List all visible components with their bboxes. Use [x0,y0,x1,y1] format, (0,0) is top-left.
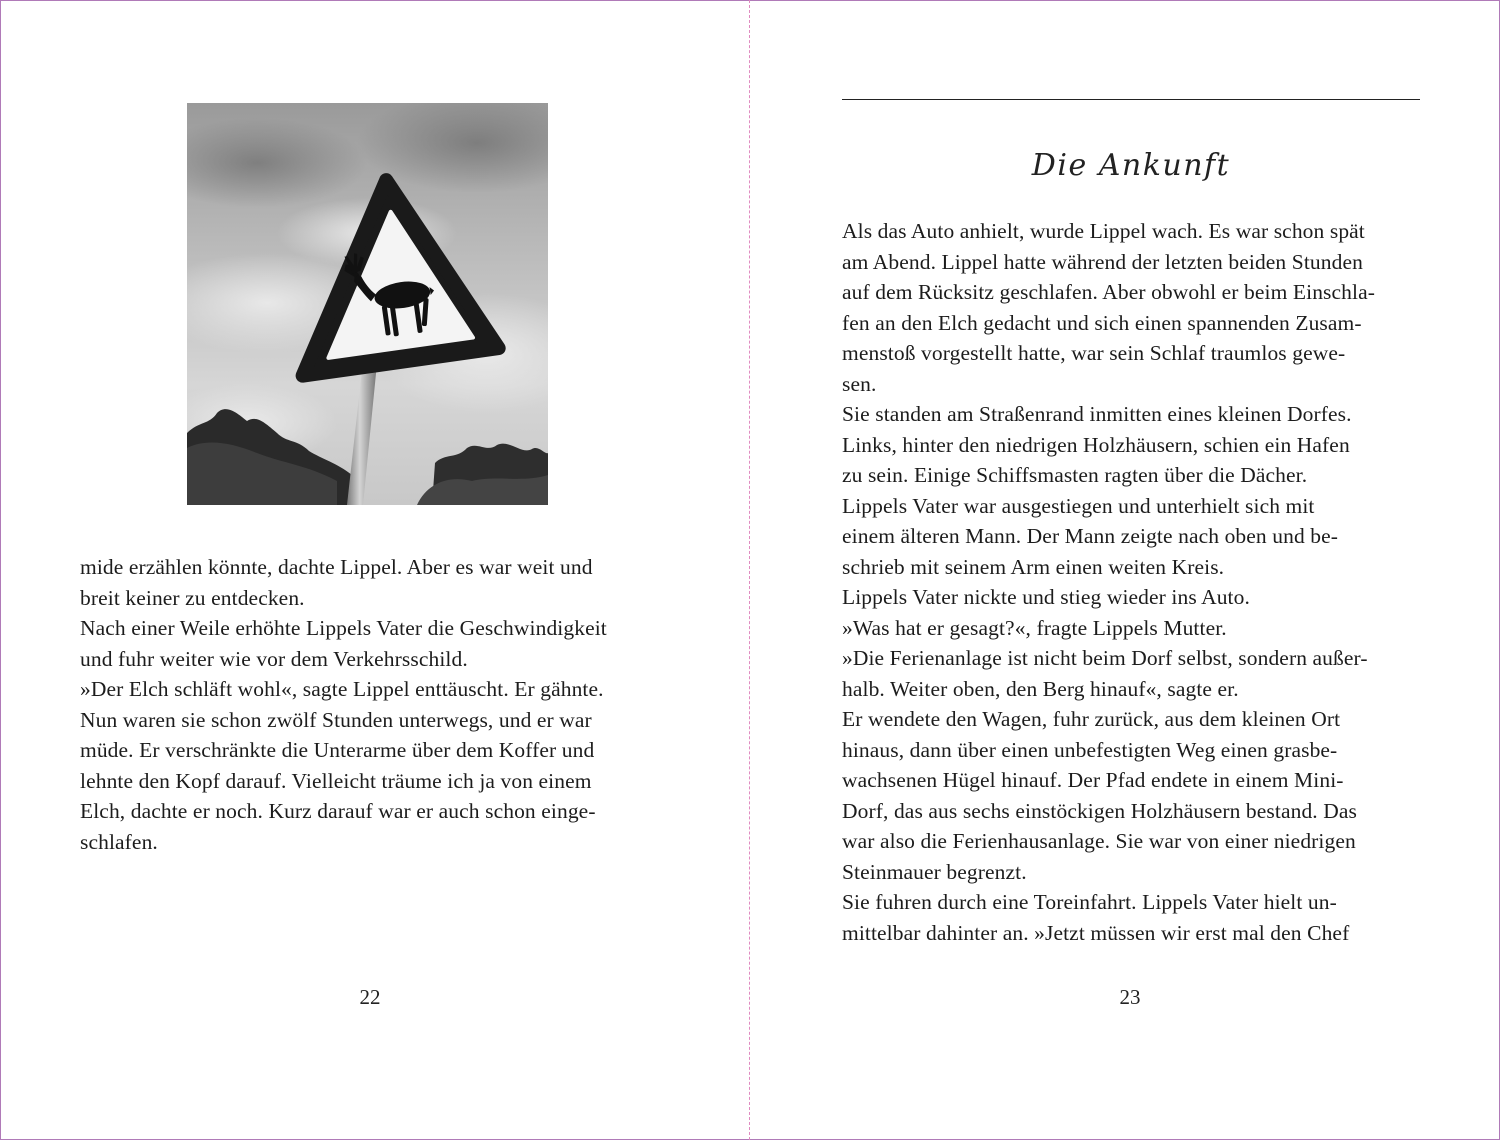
right-page [750,0,1500,1140]
text-line: Lippels Vater nickte und stieg wieder ins Auto. [842,585,1250,609]
moose-warning-sign-illustration [187,103,548,505]
text-line: sen. [842,371,877,396]
text-line: Dorf, das aus sechs einstöckigen Holzhäusern bestand. Das [842,798,1357,823]
page-number: 23 [1119,985,1141,1009]
right-body-text [842,216,1420,948]
chapter-rule [842,99,1420,100]
left-body-text [80,552,658,857]
paragraph [842,399,1420,491]
text-line: Lippels Vater war ausgestiegen und unterhielt sich mit [842,493,1315,518]
text-line: Nach einer Weile erhöhte Lippels Vater die Geschwindigkeit [80,616,607,640]
paragraph [842,216,1420,399]
text-line: Elch, dachte er noch. Kurz darauf war er auch schon einge- [80,799,596,823]
text-line: und fuhr weiter wie vor dem Verkehrsschild. [80,646,468,671]
paragraph [80,552,658,613]
text-line: »Was hat er gesagt?«, fragte Lippels Mutter. [842,615,1227,640]
text-line: mittelbar dahinter an. »Jetzt müssen wir erst mal den Chef [842,920,1350,945]
text-line: Steinmauer begrenzt. [842,859,1027,884]
text-line: schlafen. [80,829,158,854]
text-line: »Die Ferienanlage ist nicht beim Dorf selbst, sondern außer- [842,646,1368,670]
text-line: fen an den Elch gedacht und sich einen spannenden Zusam- [842,310,1362,335]
text-line: Nun waren sie schon zwölf Stunden unterwegs, und er war [80,707,592,732]
text-line: zu sein. Einige Schiffsmasten ragten über die Dächer. [842,463,1308,487]
text-line: »Der Elch schläft wohl«, sagte Lippel enttäuscht. Er gähnte. [80,677,604,701]
text-line: Er wendete den Wagen, fuhr zurück, aus dem kleinen Ort [842,707,1341,731]
paragraph [842,613,1420,644]
text-line: menstoß vorgestellt hatte, war sein Schlaf traumlos gewe- [842,341,1346,365]
paragraph [842,582,1420,613]
text-line: Als das Auto anhielt, wurde Lippel wach. Es war schon spät [842,219,1365,243]
text-line: auf dem Rücksitz geschlafen. Aber obwohl er beim Einschla- [842,280,1375,304]
chapter-title: Die Ankunft [1031,148,1231,183]
text-line: Links, hinter den niedrigen Holzhäusern, schien ein Hafen [842,432,1350,457]
text-line: am Abend. Lippel hatte während der letzten beiden Stunden [842,249,1363,274]
text-line: müde. Er verschränkte die Unterarme über dem Koffer und [80,738,595,762]
text-line: halb. Weiter oben, den Berg hinauf«, sagte er. [842,676,1239,701]
moose-warning-sign-icon [187,103,548,505]
paragraph [842,704,1420,887]
text-line: mide erzählen könnte, dachte Lippel. Aber es war weit und [80,555,593,579]
paragraph [80,613,658,674]
text-line: einem älteren Mann. Der Mann zeigte nach oben und be- [842,524,1339,548]
text-line: Sie fuhren durch eine Toreinfahrt. Lippels Vater hielt un- [842,890,1337,914]
text-line: hinaus, dann über einen unbefestigten Weg einen grasbe- [842,737,1338,762]
left-page [0,0,749,1140]
text-line: schrieb mit seinem Arm einen weiten Kreis. [842,554,1225,579]
text-line: Sie standen am Straßenrand inmitten eines kleinen Dorfes. [842,402,1352,426]
paragraph [80,674,658,857]
page-number: 22 [359,985,381,1009]
text-line: breit keiner zu entdecken. [80,585,305,610]
paragraph [842,491,1420,583]
text-line: war also die Ferienhausanlage. Sie war von einer niedrigen [842,829,1356,853]
text-line: lehnte den Kopf darauf. Vielleicht träume ich ja von einem [80,768,592,793]
paragraph [842,887,1420,948]
text-line: wachsenen Hügel hinauf. Der Pfad endete in einem Mini- [842,768,1344,792]
paragraph [842,643,1420,704]
